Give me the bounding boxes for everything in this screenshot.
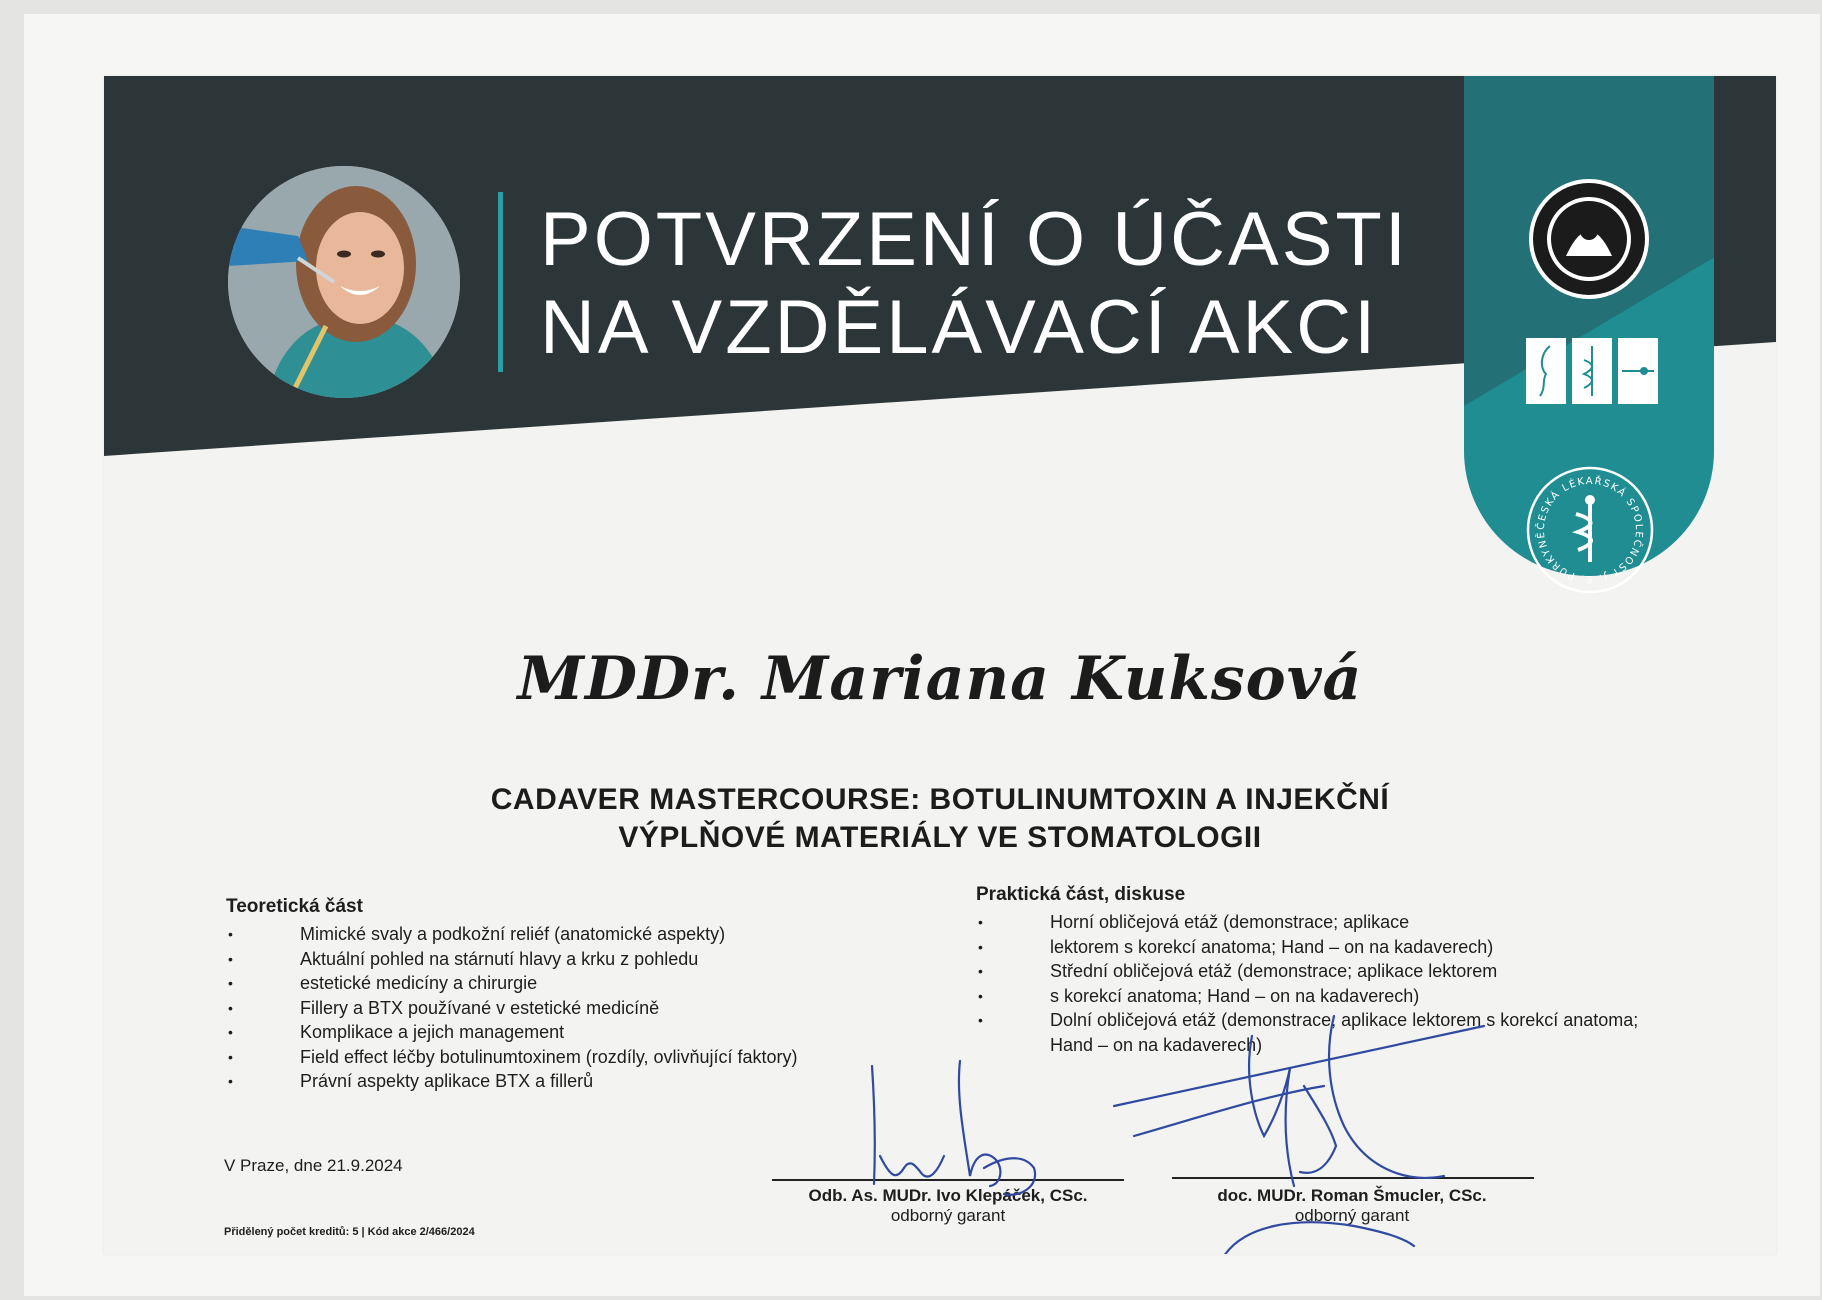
- face-profile-icon: [1526, 338, 1566, 404]
- medical-society-seal-icon: [1524, 464, 1656, 596]
- certificate: [104, 76, 1776, 1254]
- theory-list: [226, 922, 866, 1094]
- course-title-line-2: VÝPLŇOVÉ MATERIÁLY VE STOMATOLOGII: [618, 821, 1262, 854]
- signature-1: [872, 1061, 1035, 1195]
- practice-item: • s korekcí anatoma; Hand – on na kadaverech): [976, 984, 1776, 1009]
- signatory-1-role: odborný garant: [890, 1206, 1006, 1225]
- signatory-1: [748, 1186, 1148, 1226]
- partner-logos: [1526, 338, 1658, 404]
- theory-item: • Mimické svaly a podkožní reliéf (anatomické aspekty): [226, 922, 866, 947]
- seal-ring-text: ČESKÁ LÉKAŘSKÁ SPOLEČNOST J. E. PURKYNĚ: [1535, 475, 1645, 585]
- credits-code: Přidělený počet kreditů: 5 | Kód akce 2/466/2024: [224, 1226, 475, 1238]
- signature-line-1: [772, 1179, 1124, 1181]
- title-divider: [498, 192, 503, 372]
- course-title: [104, 781, 1776, 857]
- signatory-2: [1152, 1186, 1552, 1226]
- signature-line-2: [1172, 1177, 1534, 1179]
- theory-item: • Právní aspekty aplikace BTX a fillerů: [226, 1069, 866, 1094]
- theory-item: • Field effect léčby botulinumtoxinem (rozdíly, ovlivňující faktory): [226, 1045, 866, 1070]
- practice-section: [976, 884, 1776, 1057]
- practice-list: [976, 910, 1776, 1057]
- theory-section: [226, 896, 866, 1094]
- caduceus-icon: [1572, 338, 1612, 404]
- signatory-2-name: doc. MUDr. Roman Šmucler, CSc.: [1217, 1186, 1487, 1205]
- theory-item: • Fillery a BTX používané v estetické medicíně: [226, 996, 866, 1021]
- theory-item: • estetické medicíny a chirurgie: [226, 971, 866, 996]
- certificate-title: [540, 196, 1409, 372]
- practice-item: Hand – on na kadaverech): [1050, 1034, 1263, 1055]
- paper-background: [24, 14, 1820, 1296]
- signatory-1-name: Odb. As. MUDr. Ivo Klepáček, CSc.: [808, 1186, 1088, 1205]
- practice-item: • lektorem s korekcí anatoma; Hand – on na kadaverech): [976, 935, 1776, 960]
- place-date: V Praze, dne 21.9.2024: [224, 1156, 403, 1175]
- theory-heading: Teoretická část: [226, 896, 363, 917]
- title-line-1: POTVRZENÍ O ÚČASTI: [540, 197, 1409, 282]
- patient-photo: [228, 166, 460, 398]
- practice-heading: Praktická část, diskuse: [976, 884, 1186, 905]
- theory-item: • Komplikace a jejich management: [226, 1020, 866, 1045]
- practice-item: • Střední obličejová etáž (demonstrace; aplikace lektorem: [976, 959, 1776, 984]
- participant-name: MDDr. Mariana Kuksová: [517, 644, 1363, 714]
- title-line-2: NA VZDĚLÁVACÍ AKCI: [540, 285, 1379, 370]
- practice-item: • Horní obličejová etáž (demonstrace; aplikace: [976, 910, 1776, 935]
- practice-item: • Dolní obličejová etáž (demonstrace; aplikace lektorem s korekcí anatoma;: [976, 1008, 1776, 1033]
- laser-icon: [1618, 338, 1658, 404]
- course-title-line-1: CADAVER MASTERCOURSE: BOTULINUMTOXIN A INJEKČNÍ: [490, 783, 1390, 816]
- university-seal-icon: [1526, 176, 1652, 302]
- signatory-2-role: odborný garant: [1294, 1206, 1410, 1225]
- theory-item: • Aktuální pohled na stárnutí hlavy a krku z pohledu: [226, 947, 866, 972]
